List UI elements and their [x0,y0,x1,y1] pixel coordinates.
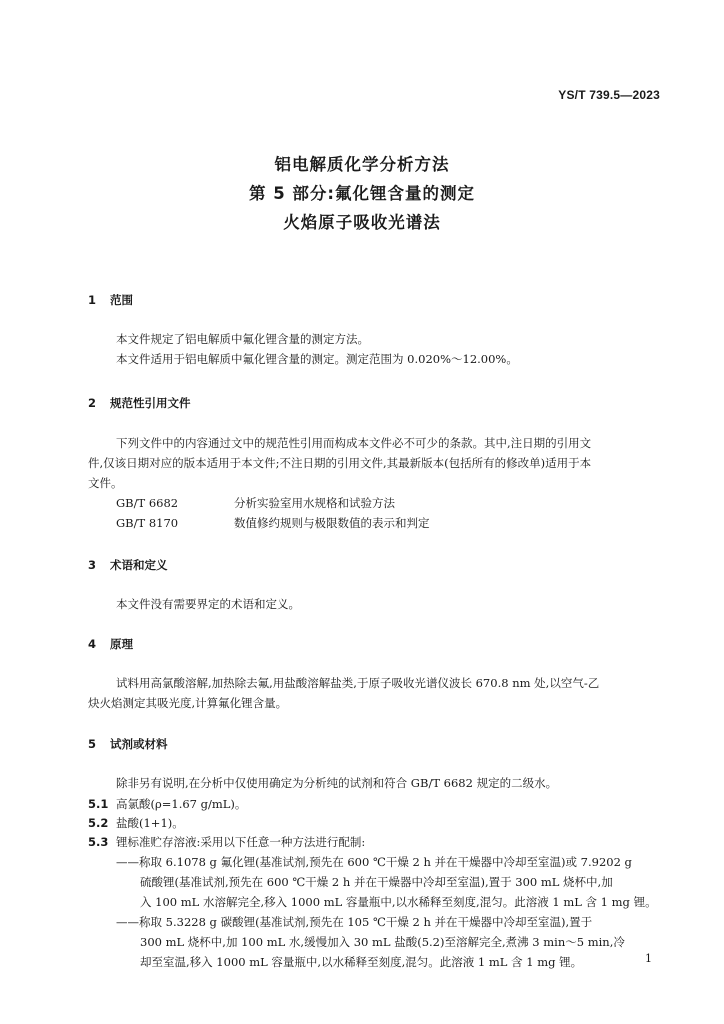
section-1-paragraph-2: 本文件适用于铝电解质中氟化锂含量的测定。测定范围为 0.020%～12.00%。 [116,352,518,366]
section-4-heading [88,636,133,652]
list-item [88,796,246,812]
section-title: 术语和定义 [110,558,168,572]
method-line: 入 100 mL 水溶解完全,移入 1000 mL 容量瓶中,以水稀释至刻度,混匀。此溶液 1 mL 含 1 mg 锂。 [140,895,657,909]
document-title [0,150,724,237]
section-title: 规范性引用文件 [110,396,191,410]
method-line: ——称取 5.3228 g 碳酸锂(基准试剂,预先在 105 ℃干燥 2 h 并在干燥器中冷却至室温),置于 [116,915,593,929]
section-2-heading [88,395,191,411]
title-line-2: 第 5 部分:氟化锂含量的测定 [248,184,476,203]
section-number: 5 [88,737,97,751]
section-number: 2 [88,396,97,410]
section-4-line-1: 试料用高氯酸溶解,加热除去氟,用盐酸溶解盐类,于原子吸收光谱仪波长 670.8 nm 处,以空气-乙 [116,676,600,690]
item-text: 盐酸(1+1)。 [116,816,184,830]
section-title: 原理 [110,637,133,651]
section-1-heading [88,292,133,308]
section-2-line-2: 件,仅该日期对应的版本适用于本文件;不注日期的引用文件,其最新版本(包括所有的修改单)适用于本 [88,456,592,470]
list-item [88,815,184,831]
section-title: 试剂或材料 [110,737,168,751]
section-number: 1 [88,293,97,307]
list-item [88,834,365,850]
section-3-paragraph: 本文件没有需要界定的术语和定义。 [116,597,300,611]
section-5-heading [88,736,168,752]
item-number: 5.1 [88,797,109,811]
method-line: 硫酸锂(基准试剂,预先在 600 ℃干燥 2 h 并在干燥器中冷却至室温),置于 300 mL 烧杯中,加 [140,875,613,889]
reference-code: GB/T 6682 [116,496,179,510]
section-2-line-1: 下列文件中的内容通过文中的规范性引用而构成本文件必不可少的条款。其中,注日期的引用文 [116,436,592,450]
normative-reference [116,515,430,531]
section-2-line-3: 文件。 [88,476,123,490]
page-number: 1 [645,952,652,965]
method-line: ——称取 6.1078 g 氟化锂(基准试剂,预先在 600 ℃干燥 2 h 并在干燥器中冷却至室温)或 7.9202 g [116,855,632,869]
section-3-heading [88,557,168,573]
reference-title: 数值修约规则与极限数值的表示和判定 [234,516,430,530]
method-line: 300 mL 烧杯中,加 100 mL 水,缓慢加入 30 mL 盐酸(5.2)至溶解完全,煮沸 3 min～5 min,冷 [140,935,625,949]
section-title: 范围 [110,293,133,307]
method-line: 却至室温,移入 1000 mL 容量瓶中,以水稀释至刻度,混匀。此溶液 1 mL 含 1 mg 锂。 [140,955,583,969]
item-text: 高氯酸(ρ=1.67 g/mL)。 [116,797,247,811]
item-number: 5.2 [88,816,109,830]
section-1-paragraph-1: 本文件规定了铝电解质中氟化锂含量的测定方法。 [116,332,369,346]
reference-title: 分析实验室用水规格和试验方法 [234,496,395,510]
preparation-method-1 [116,852,657,912]
standard-code: YS/T 739.5—2023 [558,88,660,102]
section-4-line-2: 炔火焰测定其吸光度,计算氟化锂含量。 [88,696,288,710]
item-text: 锂标准贮存溶液:采用以下任意一种方法进行配制: [116,835,366,849]
reference-code: GB/T 8170 [116,516,179,530]
preparation-method-2 [116,912,625,972]
title-line-1: 铝电解质化学分析方法 [274,155,450,174]
section-5-intro: 除非另有说明,在分析中仅使用确定为分析纯的试剂和符合 GB/T 6682 规定的二级水。 [116,776,558,790]
item-number: 5.3 [88,835,109,849]
section-number: 4 [88,637,97,651]
section-number: 3 [88,558,97,572]
normative-reference [116,495,395,511]
title-line-3: 火焰原子吸收光谱法 [283,213,441,232]
